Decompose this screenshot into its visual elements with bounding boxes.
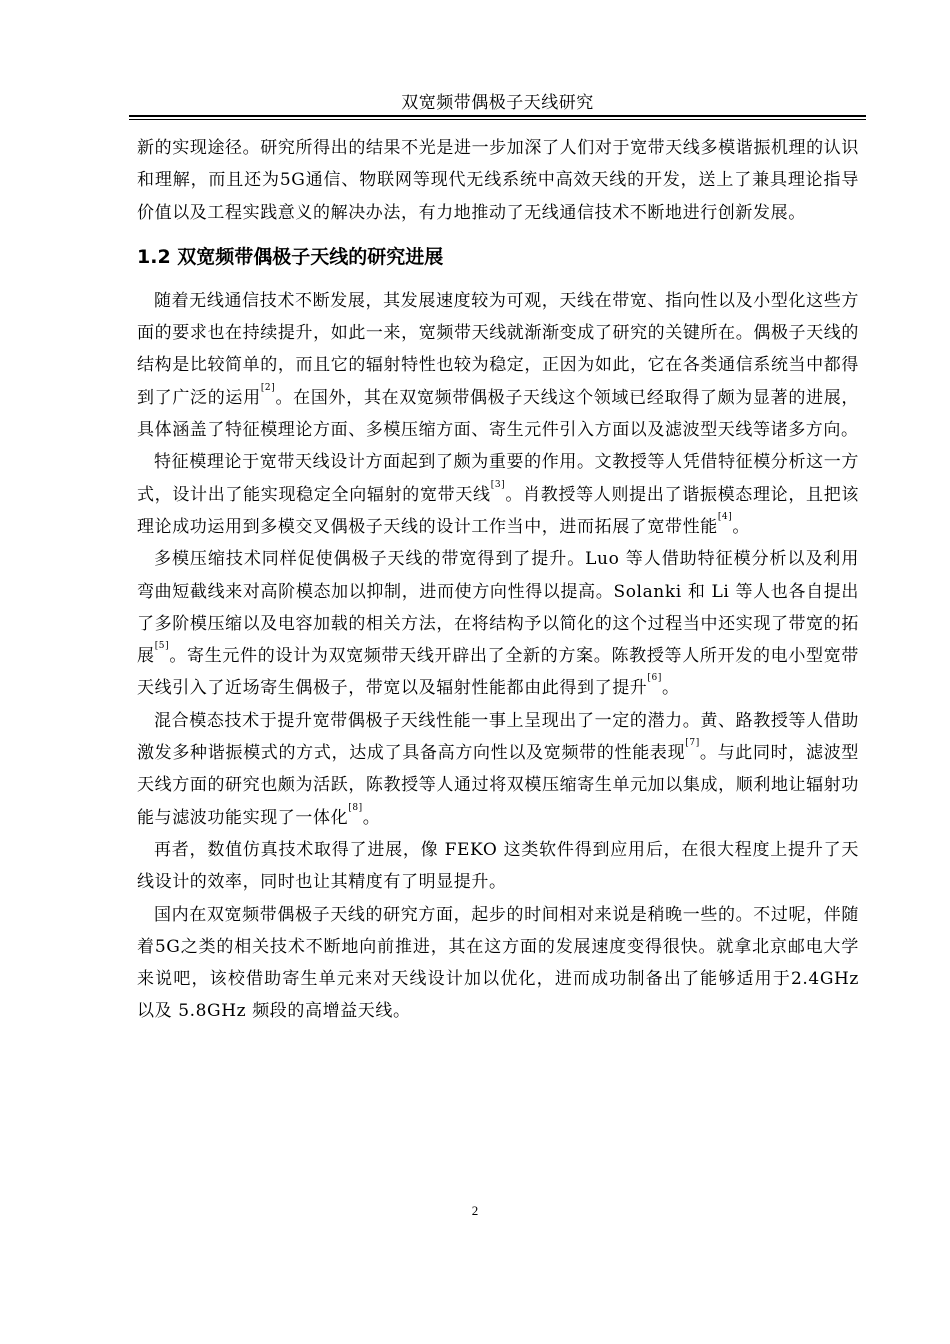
header-double-rule xyxy=(129,115,866,120)
paragraph-text: 。肖教授等人则提出了谐振模态理论，且把该理论成功运用到多模交叉偶极子天线的设计工作当中，进而拓展了宽带性能 xyxy=(137,484,859,537)
paragraph-text: 特征模理论于宽带天线设计方面起到了颇为重要的作用。文教授等人凭借特征模分析这一方式，设计出了能实现稳定全向辐射的宽带天线 xyxy=(137,452,859,505)
paragraph-text: 随着无线通信技术不断发展，其发展速度较为可观，天线在带宽、指向性以及小型化这些方面的要求也在持续提升，如此一来，宽频带天线就渐渐变成了研究的关键所在。偶极子天线的结构是比较简单的，而且它的辐射特性也较为稳定，正因为如此，它在各类通信系统当中都得到了广泛的运用 xyxy=(137,290,859,408)
paragraph-text: 。寄生元件的设计为双宽频带天线开辟出了全新的方案。陈教授等人所开发的电小型宽带天线引入了近场寄生偶极子，带宽以及辐射性能都由此得到了提升 xyxy=(137,646,859,699)
citation-ref: [5] xyxy=(154,641,170,652)
page-body xyxy=(137,132,859,1028)
paragraph-continued: 新的实现途径。研究所得出的结果不光是进一步加深了人们对于宽带天线多模谐振机理的认识和理解，而且还为5G通信、物联网等现代无线系统中高效天线的开发，送上了兼具理论指导价值以及工程实践意义的解决办法，有力地推动了无线通信技术不断地进行创新发展。 xyxy=(137,138,859,223)
running-header-title: 双宽频带偶极子天线研究 xyxy=(401,93,594,113)
citation-ref: [3] xyxy=(490,479,506,490)
citation-ref: [7] xyxy=(685,738,700,749)
paragraph-text: 混合模态技术于提升宽带偶极子天线性能一事上呈现出了一定的潜力。黄、路教授等人借助激发多种谐振模式的方式，达成了具备高方向性以及宽频带的性能表现 xyxy=(137,710,859,764)
citation-ref: [8] xyxy=(348,802,363,813)
paragraph-simulation: 再者，数值仿真技术取得了进展，像 FEKO 这类软件得到应用后，在很大程度上提升了天线设计的效率，同时也让其精度有了明显提升。 xyxy=(137,839,859,893)
citation-ref: [4] xyxy=(717,511,733,522)
paragraph-text: 。 xyxy=(732,516,750,537)
paragraph-multimode-compression xyxy=(137,543,859,704)
paragraph-hybrid-mode xyxy=(137,705,859,834)
paragraph-domestic: 国内在双宽频带偶极子天线的研究方面，起步的时间相对来说是稍晚一些的。不过呢，伴随着5G之类的相关技术不断地向前推进，其在这方面的发展速度变得很快。就拿北京邮电大学来说吧，该校借助寄生单元来对天线设计加以优化，进而成功制备出了能够适用于2.4GHz 以及 5.8GHz 频段的高增益天线。 xyxy=(137,904,859,1022)
section-heading: 1.2 双宽频带偶极子天线的研究进展 xyxy=(137,245,444,268)
paragraph-text: 。与此同时，滤波型天线方面的研究也颇为活跃，陈教授等人通过将双模压缩寄生单元加以集成，顺利地让辐射功能与滤波功能实现了一体化 xyxy=(137,743,859,828)
paragraph-characteristic-mode xyxy=(137,446,859,543)
citation-ref: [6] xyxy=(647,673,662,684)
citation-ref: [2] xyxy=(260,382,276,393)
paragraph-text: 。 xyxy=(362,807,381,828)
paragraph-text: 。 xyxy=(661,678,680,699)
paragraph-intro xyxy=(137,285,859,446)
page-number: 2 xyxy=(471,1203,479,1218)
paragraph-text: 多模压缩技术同样促使偶极子天线的带宽得到了提升。Luo 等人借助特征模分析以及利用弯曲短截线来对高阶模态加以抑制，进而使方向性得以提高。Solanki 和 Li 等人也各自提出了多阶模压缩以及电容加载的相关方法，在将结构予以简化的这个过程当中还实现了带宽的拓展 xyxy=(137,549,859,667)
paragraph-text: 。在国外，其在双宽频带偶极子天线这个领域已经取得了颇为显著的进展，具体涵盖了特征模理论方面、多模压缩方面、寄生元件引入方面以及滤波型天线等诸多方向。 xyxy=(137,387,859,441)
